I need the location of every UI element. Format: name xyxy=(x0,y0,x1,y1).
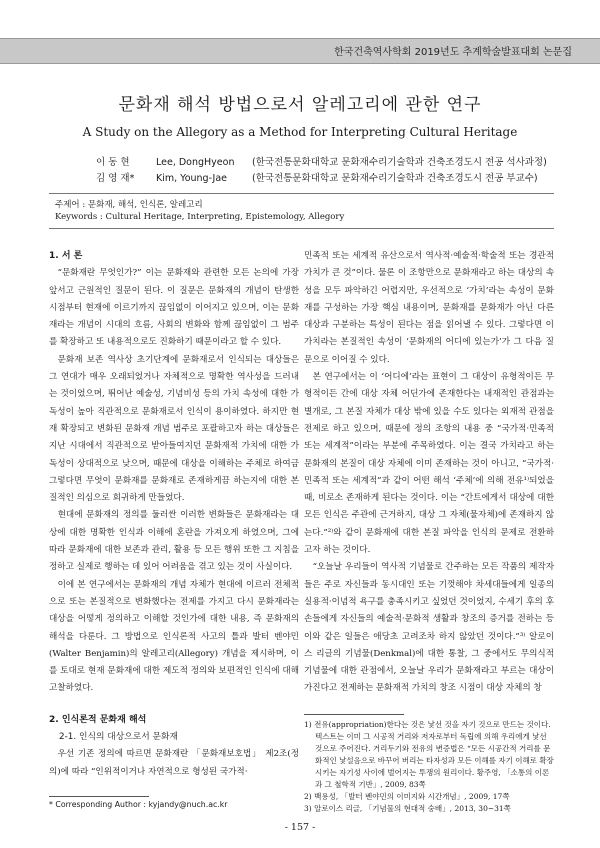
author-affiliation: (한국전통문화대학교 문화재수리기술학과 건축조경도시 전공 석사과정) xyxy=(252,157,547,168)
journal-header-text: 한국건축역사학회 2019년도 추계학술발표대회 논문집 xyxy=(334,47,572,58)
author-name-korean: 김 영 재* xyxy=(96,173,135,184)
paragraph: 문화재 보존 역사상 초기단계에 문화재로서 인식되는 대상들은 그 연대가 매우 오래되었거나 자체적으로 명확한 역사성을 드러내는 것이었으며, 뛰어난 예술성, 기념비성 등의 가치 속성에 대한 가독성이 높아 직관적으로 문화재로서 인식이 용이하였다. 하지만 현재 확장되고 변화된 문화재 개념 범주로 포괄하고자 하는 대상들은 지난 시대에서 직관적으로 받아들여지던 문화재적 가치에 대한 가독성이 상대적으로 낮으며, 때문에 대상을 이해하는 주체로 하여금 그렇다면 무엇이 문화재를 문화재로 존재하게끔 하는지에 대한 본질적인 의심으로 회귀하게 만들었다. xyxy=(49,354,299,504)
paragraph: 본 연구에서는 이 ‘어디에’라는 표현이 그 대상이 유형적이든 무형적이든 간에 대상 자체 어딘가에 존재한다는 내재적인 관점과는 별개로, 그 본질 자체가 대상 밖에 있을 수도 있다는 외재적 관점을 전제로 하고 있으며, 때문에 정의 조항의 내용 중 “국가적·민족적 또는 세계적”이라는 부분에 주목하였다. 이는 결국 가치라고 하는 문화재의 본질이 대상 자체에 이미 존재하는 것이 아니고, “국가적·민족적 또는 세계적”과 같이 어떤 해석 ‘주체’에 의해 전유¹⁾되었을 때, 비로소 존재하게 된다는 것이다. 이는 “간트에게서 대상에 대한 모든 인식은 주관에 근거하지, 대상 그 자체(물자체)에 존재하지 않는다.”²⁾와 같이 문화재에 대한 본질 파악을 인식의 문제로 전환하고자 하는 것이다. xyxy=(304,372,554,556)
author-line-2 xyxy=(96,170,538,184)
keywords-box xyxy=(49,193,554,229)
author-line-1 xyxy=(96,154,547,168)
paragraph: 현대에 문화재의 정의를 둘러싼 이러한 변화들은 문화재라는 대상에 대한 명확한 인식과 이해에 혼란을 가져오게 하였으며, 그에 따라 문화재에 대한 보존과 관리, 활용 등 모든 행위 또한 그 지침을 정하고 실제로 행하는 데 있어 어려움을 겪고 있는 것이 사실이다. xyxy=(49,510,299,573)
page-number: - 157 - xyxy=(284,822,316,833)
footnote-3: 3) 알로이스 리글, 「기념물의 현대적 숭배」, 2013, 30~31쪽 xyxy=(304,804,511,813)
footnote-1: 1) 전유(appropriation)한다는 것은 낯선 것을 자기 것으로 만드는 것이다. 텍스트는 이미 그 시공적 거리와 저자로부터 독립에 의해 우리에게 낯선 것으로 주어진다. 거리두기와 전유의 변증법은 “모든 시공간적 거리를 문화적인 낯설음으로 바꾸어 버리는 타자성과 모든 이해를 자기 이해로 확장시키는 자기성 사이에 벌어지는 투쟁의 원리이다. 황주영, 「소통의 이론과 그 철학적 기반」, 2009, 83쪽 xyxy=(304,720,554,789)
paragraph: 민족적 또는 세계적 유산으로서 역사적·예술적·학술적 또는 경관적 가치가 큰 것”이다. 물론 이 조항만으로 문화재라고 하는 대상의 속성을 모두 파악하긴 어렵지만, 우선적으로 ‘가치’라는 속성이 문화재를 구성하는 가장 핵심 내용이며, 문화재를 문화재가 아닌 다른 대상과 구분하는 특성이 된다는 점을 읽어낼 수 있다. 그렇다면 이 가치라는 본질적인 속성이 ‘문화재의 어디에 있는가’가 그 다음 질문으로 이어질 수 있다. xyxy=(304,251,554,365)
author-name-korean: 이 동 현 xyxy=(96,157,130,168)
section-heading-introduction: 1. 서 론 xyxy=(49,251,83,261)
paragraph: 이에 본 연구에서는 문화재의 개념 자체가 현대에 이르러 전체적으로 또는 본질적으로 변화했다는 전제를 가지고 다시 문화재라는 대상을 어떻게 정의하고 이해할 것인가에 대한 내용, 즉 문화재의 해석을 다룬다. 그 방법으로 인식론적 사고의 틀과 발터 벤야민(Walter Benjamin)의 알레고리(Allegory) 개념을 제시하며, 이를 토대로 현재 문화재에 대한 제도적 정의와 보편적인 인식에 대해 고찰하였다. xyxy=(49,579,299,694)
author-name-english: Lee, DongHyeon xyxy=(156,157,235,168)
keywords-english-label: Keywords : xyxy=(55,212,103,222)
paper-title-korean: 문화재 해석 방법으로서 알레고리에 관한 연구 xyxy=(118,95,482,115)
keywords-korean-label: 주제어 : xyxy=(55,200,86,210)
paragraph: “문화재란 무엇인가?” 이는 문화재와 관련한 모든 논의에 가장 앞서고 근원적인 질문이 된다. 이 질문은 문화재의 개념이 탄생한 시점부터 현재에 이르기까지 끊임없이 이어지고 있으며, 이는 문화재라는 개념이 시대의 흐름, 사회의 변화와 함께 끊임없이 그 범주를 확장하고 또 내용적으로도 진화하기 때문이라고 할 수 있다. xyxy=(49,268,299,348)
corresponding-author: * Corresponding Author : kyjandy@nuch.ac.kr xyxy=(49,800,228,809)
keywords-english xyxy=(55,212,344,222)
correspondence-divider xyxy=(49,796,149,797)
subsection-heading: 2-1. 인식의 대상으로서 문화재 xyxy=(59,732,179,743)
paper-title-english: A Study on the Allegory as a Method for Interpreting Cultural Heritage xyxy=(82,125,518,139)
keywords-english-text: Cultural Heritage, Interpreting, Epistemology, Allegory xyxy=(105,212,345,222)
author-affiliation: (한국전통문화대학교 문화재수리기술학과 건축조경도시 전공 부교수) xyxy=(252,173,538,184)
left-column xyxy=(49,248,299,781)
right-column xyxy=(304,248,554,698)
paragraph: 우선 기존 정의에 따르면 문화재란 「문화재보호법」 제2조(정의)에 따라 “인위적이거나 자연적으로 형성된 국가적· xyxy=(49,749,299,777)
footnote-2: 2) 백용성, 「발터 벤야민의 이미지와 시간개념」, 2009, 17쪽 xyxy=(304,792,510,801)
author-name-english: Kim, Young-Jae xyxy=(156,173,228,184)
keywords-korean xyxy=(55,198,203,210)
journal-header-bar xyxy=(0,38,600,64)
paragraph: “오늘날 우리들이 역사적 기념물로 간주하는 모든 작품의 제작자들은 주로 자신들과 동시대인 또는 기껏해야 차세대들에게 일종의 실용적·이념적 욕구를 충족시키고 싶었던 것이었지, 수세기 후의 후손들에게 자신들의 예술적·문화적 생활과 창조의 증거를 전하는 등 이와 같은 일들은 애당초 고려조차 하지 않았던 것이다.”³⁾ 알로이스 리글의 기념물(Denkmal)에 대한 통찰, 그 중에서도 무의식적 기념물에 대한 관점에서, 오늘날 우리가 문화재라고 부르는 대상이 가진다고 전제하는 문화재적 가치의 창조 시점이 대상 자체의 창 xyxy=(304,562,554,694)
keywords-korean-text: 문화재, 해석, 인식론, 알레고리 xyxy=(87,200,203,210)
footnote-divider xyxy=(304,714,404,715)
section-heading-epistemology: 2. 인식론적 문화재 해석 xyxy=(49,714,147,725)
footnotes xyxy=(304,719,556,815)
